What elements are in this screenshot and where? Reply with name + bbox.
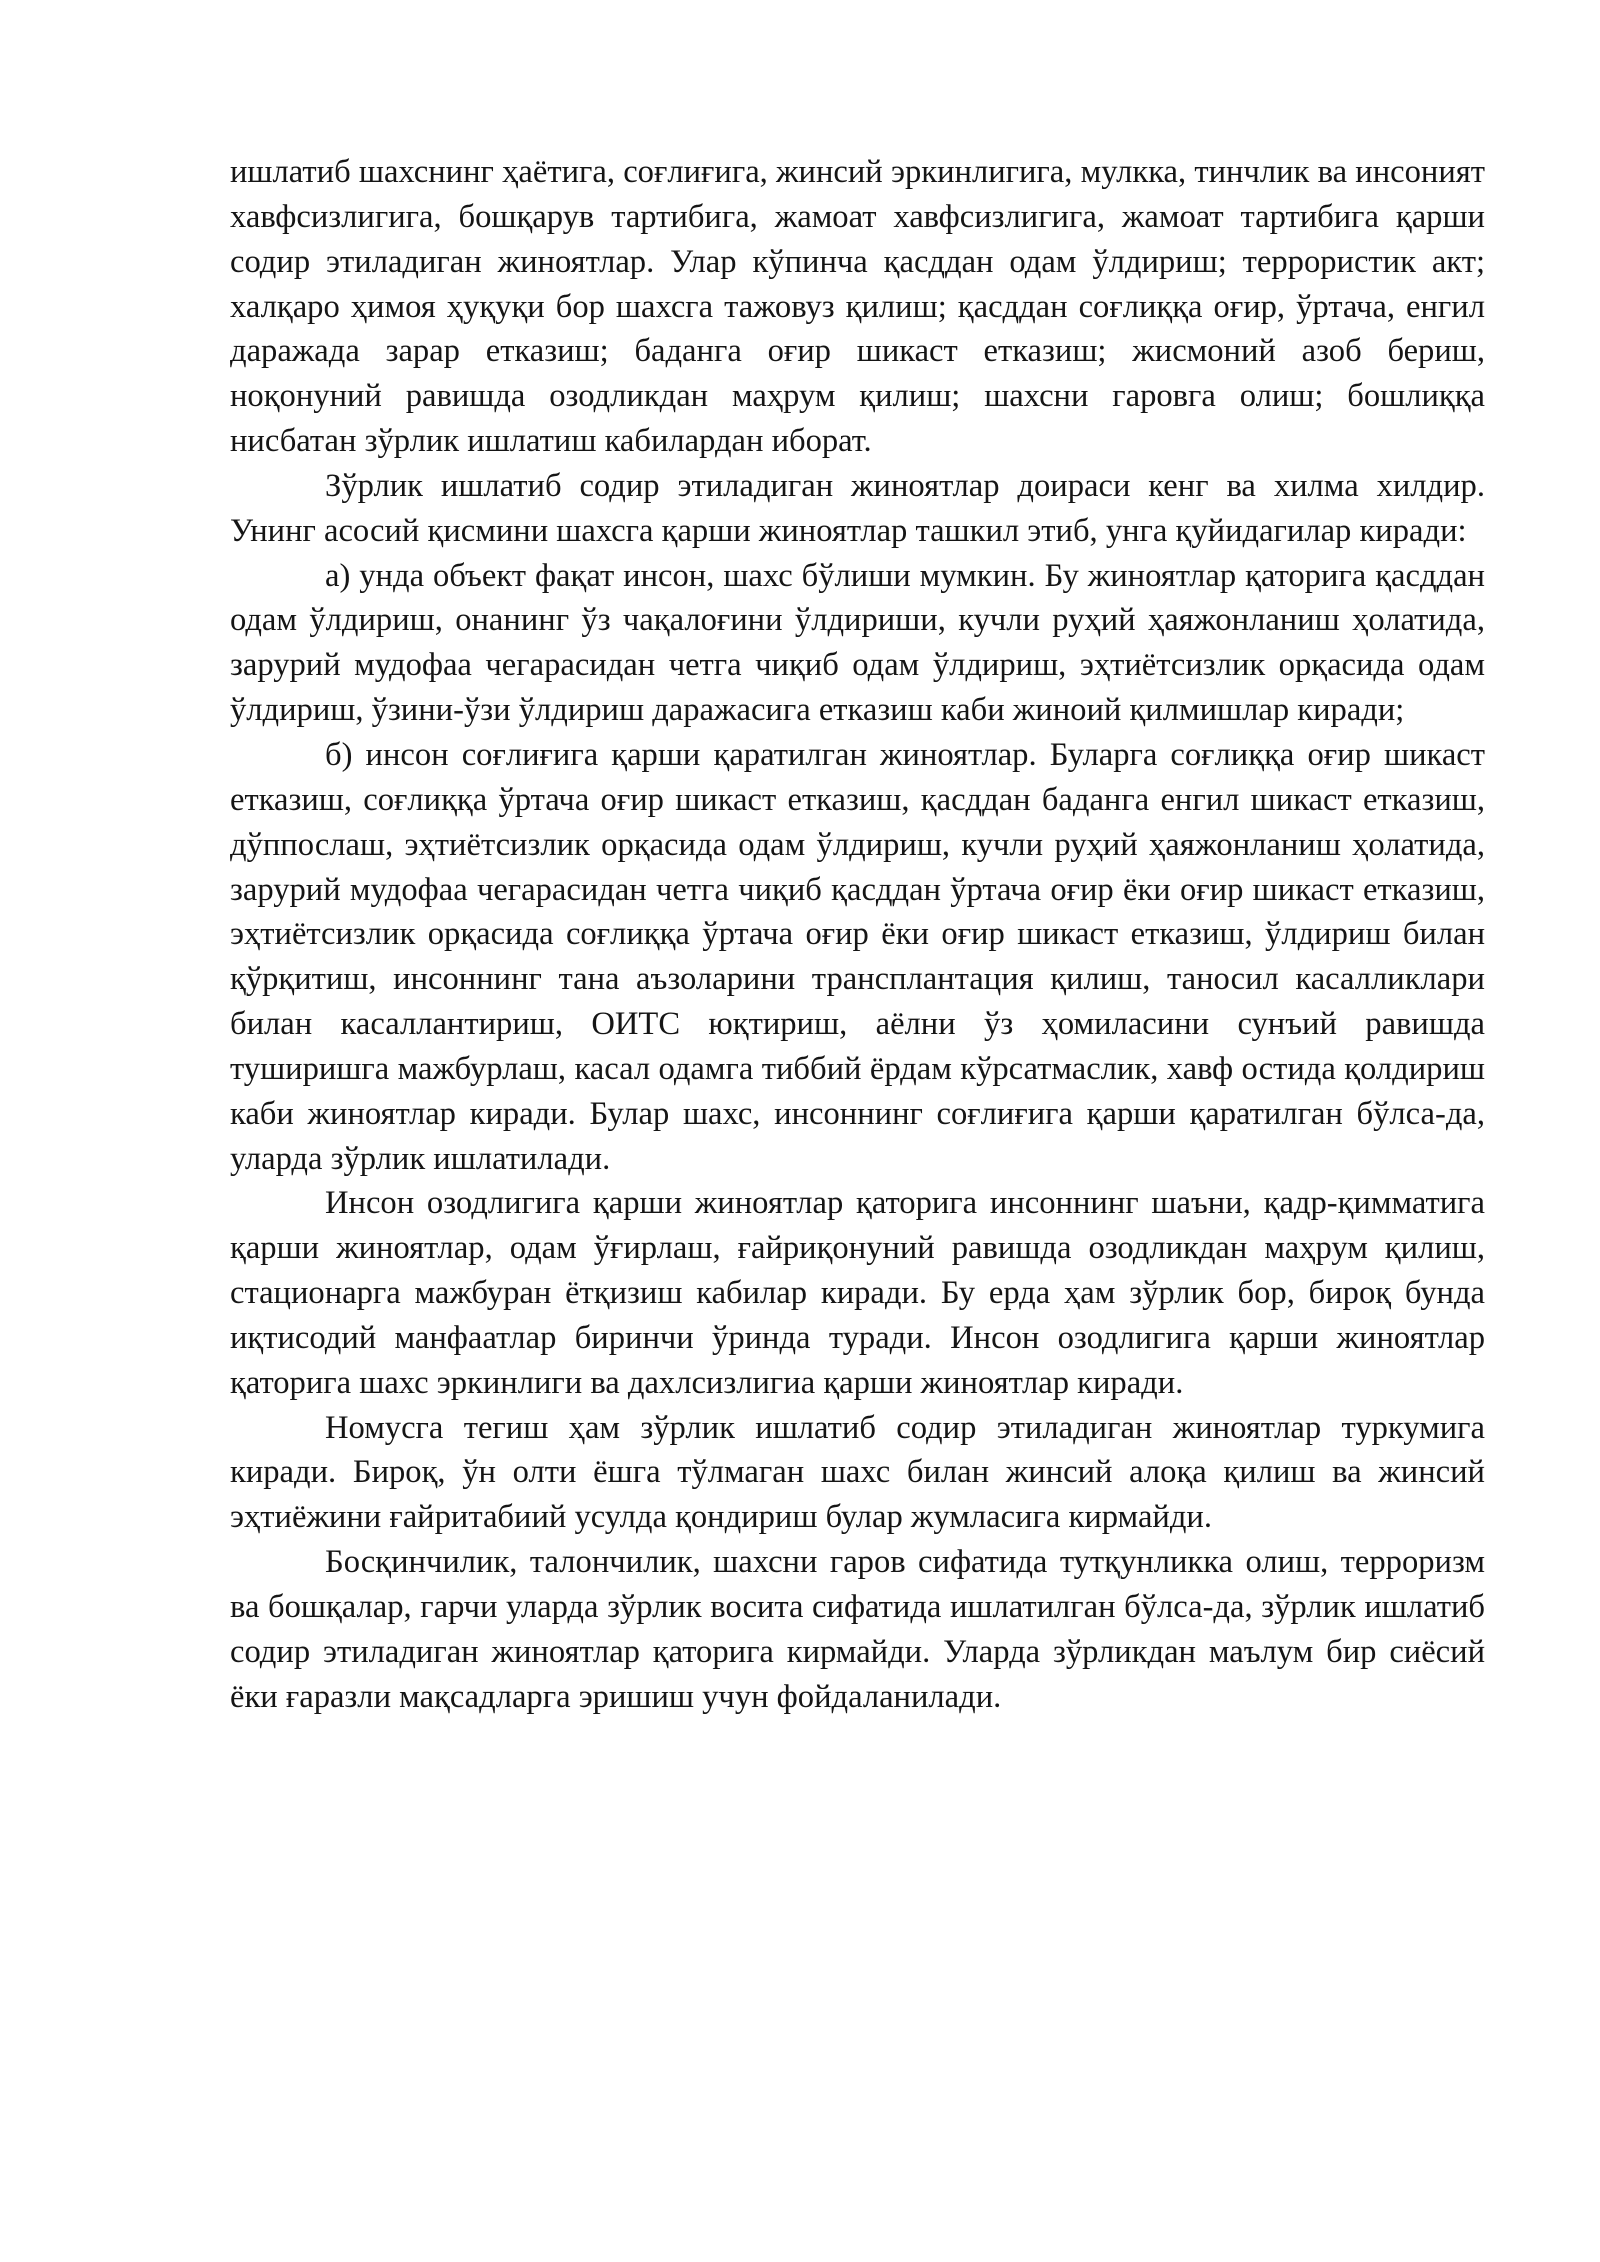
paragraph-3: а) унда объект фақат инсон, шахс бўлиши мумкин. Бу жиноятлар қаторига қасддан одам ўлдириш, онанинг ўз чақалоғини ўлдириши, кучли руҳий ҳаяжонланиш ҳолатида, зарурий мудофаа чегарасидан четга чиқиб одам ўлдириш, эҳтиётсизлик орқасида одам ўлдириш, ўзини-ўзи ўлдириш даражасига етказиш каби жиноий қилмишлар киради; <box>230 557 1485 729</box>
paragraph-2: Зўрлик ишлатиб содир этиладиган жиноятлар доираси кенг ва хилма хилдир. Унинг асосий қисмини шахсга қарши жиноятлар ташкил этиб, унга қуйидагилар киради: <box>230 467 1485 549</box>
document-page <box>230 150 1485 1720</box>
paragraph-7: Босқинчилик, талончилик, шахсни гаров сифатида тутқунликка олиш, терроризм ва бошқалар, гарчи уларда зўрлик восита сифатида ишлатилган бўлса-да, зўрлик ишлатиб содир этиладиган жиноятлар қаторига кирмайди. Уларда зўрликдан маълум бир сиёсий ёки ғаразли мақсадларга эришиш учун фойдаланилади. <box>230 1544 1485 1715</box>
paragraph-1: ишлатиб шахснинг ҳаётига, соғлиғига, жинсий эркинлигига, мулкка, тинчлик ва инсоният хавфсизлигига, бошқарув тартибига, жамоат хавфсизлигига, жамоат тартибига қарши содир этиладиган жиноятлар. Улар кўпинча қасддан одам ўлдириш; террористик акт; халқаро ҳимоя ҳуқуқи бор шахсга тажовуз қилиш; қасддан соғлиққа оғир, ўртача, енгил даражада зарар етказиш; баданга оғир шикаст етказиш; жисмоний азоб бериш, ноқонуний равишда озодликдан маҳрум қилиш; шахсни гаровга олиш; бошлиққа нисбатан зўрлик ишлатиш кабилардан иборат. <box>230 154 1485 460</box>
paragraph-5: Инсон озодлигига қарши жиноятлар қаторига инсоннинг шаъни, қадр-қимматига қарши жиноятлар, одам ўғирлаш, ғайриқонуний равишда озодликдан маҳрум қилиш, стационарга мажбуран ётқизиш кабилар киради. Бу ерда ҳам зўрлик бор, бироқ бунда иқтисодий манфаатлар биринчи ўринда туради. Инсон озодлигига қарши жиноятлар қаторига шахс эркинлиги ва дахлсизлигиа қарши жиноятлар киради. <box>230 1185 1485 1401</box>
paragraph-4: б) инсон соғлиғига қарши қаратилган жиноятлар. Буларга соғлиққа оғир шикаст етказиш, соғлиққа ўртача оғир шикаст етказиш, қасддан баданга енгил шикаст етказиш, дўппослаш, эҳтиётсизлик орқасида одам ўлдириш, кучли руҳий ҳаяжонланиш ҳолатида, зарурий мудофаа чегарасидан четга чиқиб қасддан ўртача оғир ёки оғир шикаст етказиш, эҳтиётсизлик орқасида соғлиққа ўртача оғир ёки оғир шикаст етказиш, ўлдириш билан қўрқитиш, инсоннинг тана аъзоларини трансплантация қилиш, таносил касалликлари билан касаллантириш, ОИТС юқтириш, аёлни ўз ҳомиласини сунъий равишда туширишга мажбурлаш, касал одамга тиббий ёрдам кўрсатмаслик, хавф остида қолдириш каби жиноятлар киради. Булар шахс, инсоннинг соғлиғига қарши қаратилган бўлса-да, уларда зўрлик ишлатилади. <box>230 736 1485 1177</box>
paragraph-6: Номусга тегиш ҳам зўрлик ишлатиб содир этиладиган жиноятлар туркумига киради. Бироқ, ўн олти ёшга тўлмаган шахс билан жинсий алоқа қилиш ва жинсий эҳтиёжини ғайритабиий усулда қондириш булар жумласига кирмайди. <box>230 1409 1485 1536</box>
